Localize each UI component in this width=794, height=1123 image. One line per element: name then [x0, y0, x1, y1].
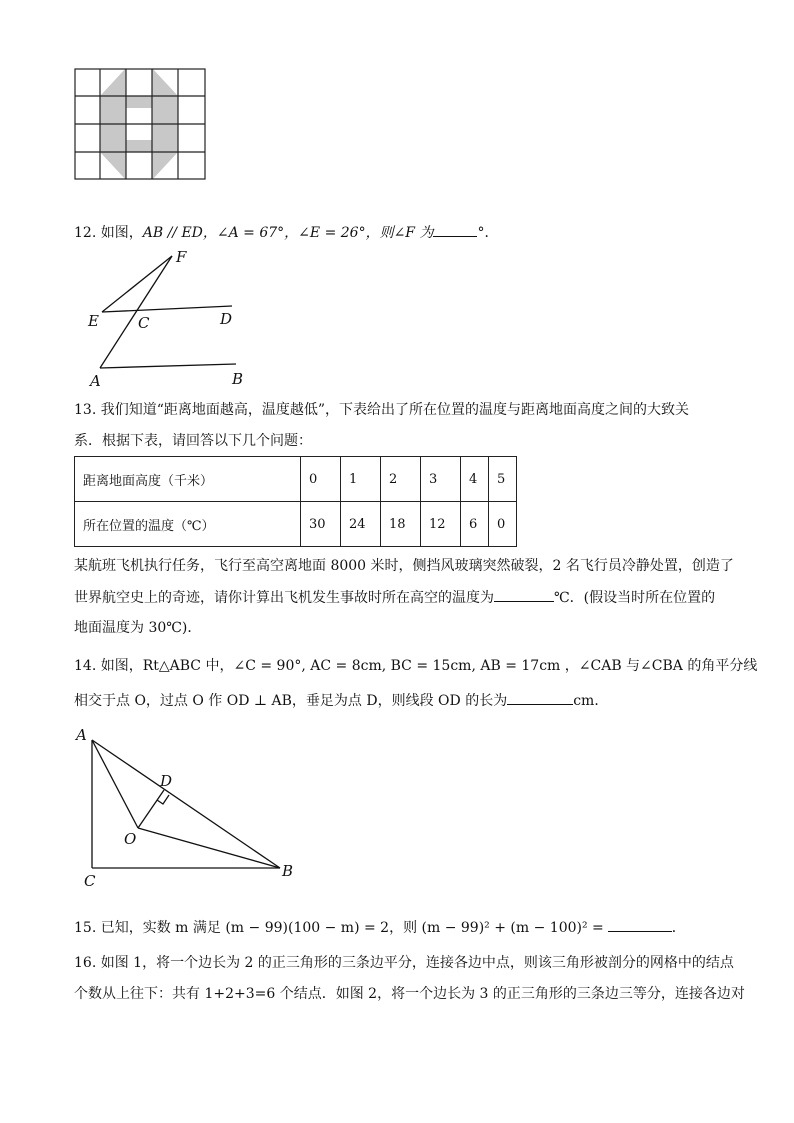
q14-line1: 14. 如图，Rt△ABC 中，∠C = 90°, AC = 8cm, BC = 15cm, AB = 17cm ，∠CAB 与∠CBA 的角平分线: [74, 658, 758, 674]
table-cell: 6: [461, 502, 489, 547]
q14-figure: [80, 730, 290, 880]
label-C: C: [84, 872, 96, 890]
q12-answer-blank[interactable]: [433, 222, 477, 237]
segment-AO: [92, 740, 138, 828]
table-cell: 0: [301, 457, 341, 502]
q15-answer-blank[interactable]: [608, 917, 672, 932]
label-B: B: [282, 862, 294, 880]
table-cell: 12: [421, 502, 461, 547]
q14-line2-text: 相交于点 O，过点 O 作 OD ⊥ AB，垂足为点 D，则线段 OD 的长为: [74, 693, 508, 709]
shaded-triangle: [100, 68, 126, 96]
q13-para2: [74, 587, 715, 608]
q12-math: AB // ED，∠A = 67°，∠E = 26°，则∠F 为: [142, 225, 434, 241]
line-EF: [102, 256, 172, 312]
label-D: D: [220, 310, 233, 328]
table-cell: 2: [381, 457, 421, 502]
q13-line1: 13. 我们知道“距离地面越高，温度越低”，下表给出了所在位置的温度与距离地面高度之间的大致关: [74, 402, 690, 418]
table-row: [75, 502, 517, 547]
side-AB: [92, 740, 280, 868]
q13-answer-blank[interactable]: [494, 587, 554, 602]
q15-tail: ．: [671, 920, 686, 936]
label-A: A: [76, 726, 87, 744]
line-ED: [102, 306, 232, 312]
table-cell: 4: [461, 457, 489, 502]
table-row: [75, 457, 517, 502]
q12-tail: °．: [477, 225, 499, 241]
q13-para3: 地面温度为 30℃)．: [74, 620, 202, 636]
table-cell: 距离地面高度（千米）: [75, 457, 301, 502]
q13-line2: 系．根据下表，请回答以下几个问题：: [74, 433, 312, 449]
q14-answer-blank[interactable]: [507, 690, 573, 705]
table-cell: 24: [341, 502, 381, 547]
q13-table: [74, 456, 517, 547]
q13-para1: 某航班飞机执行任务，飞行至高空离地面 8000 米时，侧挡风玻璃突然破裂，2 名飞行员冷静处置，创造了: [74, 558, 734, 574]
q13-para2-text: 世界航空史上的奇迹，请你计算出飞机发生事故时所在高空的温度为: [74, 590, 494, 606]
right-angle-mark: [157, 795, 169, 804]
q14-line2: [74, 690, 608, 711]
q13-para2-tail: ℃．(假设当时所在位置的: [554, 590, 716, 606]
label-D: D: [160, 772, 173, 790]
table-cell: 30: [301, 502, 341, 547]
grid-figure: [74, 68, 206, 180]
table-cell: 所在位置的温度（℃）: [75, 502, 301, 547]
table-cell: 1: [341, 457, 381, 502]
q16-line1: 16. 如图 1，将一个边长为 2 的正三角形的三条边平分，连接各边中点，则该三角形被剖分的网格中的结点: [74, 955, 734, 971]
table-cell: 18: [381, 502, 421, 547]
label-C: C: [138, 314, 150, 332]
line-AB: [100, 364, 236, 368]
table-cell: 5: [489, 457, 517, 502]
label-A: A: [90, 372, 101, 390]
q14-line2-tail: cm．: [573, 693, 609, 709]
q15-math: 15. 已知，实数 m 满足 (m − 99)(100 − m) = 2，则 (m − 99)² + (m − 100)² =: [74, 920, 604, 936]
segment-OB: [138, 828, 280, 868]
table-cell: 0: [489, 502, 517, 547]
label-E: E: [88, 312, 99, 330]
label-F: F: [176, 248, 187, 266]
shaded-triangle: [152, 68, 178, 96]
label-B: B: [232, 370, 244, 388]
q15-text: [74, 917, 686, 938]
q12-prefix: 12. 如图，: [74, 225, 143, 241]
q12-text: [74, 222, 498, 243]
q16-line2: 个数从上往下：共有 1+2+3=6 个结点．如图 2，将一个边长为 3 的正三角形的三条边三等分，连接各边对: [74, 986, 745, 1002]
table-cell: 3: [421, 457, 461, 502]
label-O: O: [124, 830, 137, 848]
segment-OD: [138, 790, 164, 828]
